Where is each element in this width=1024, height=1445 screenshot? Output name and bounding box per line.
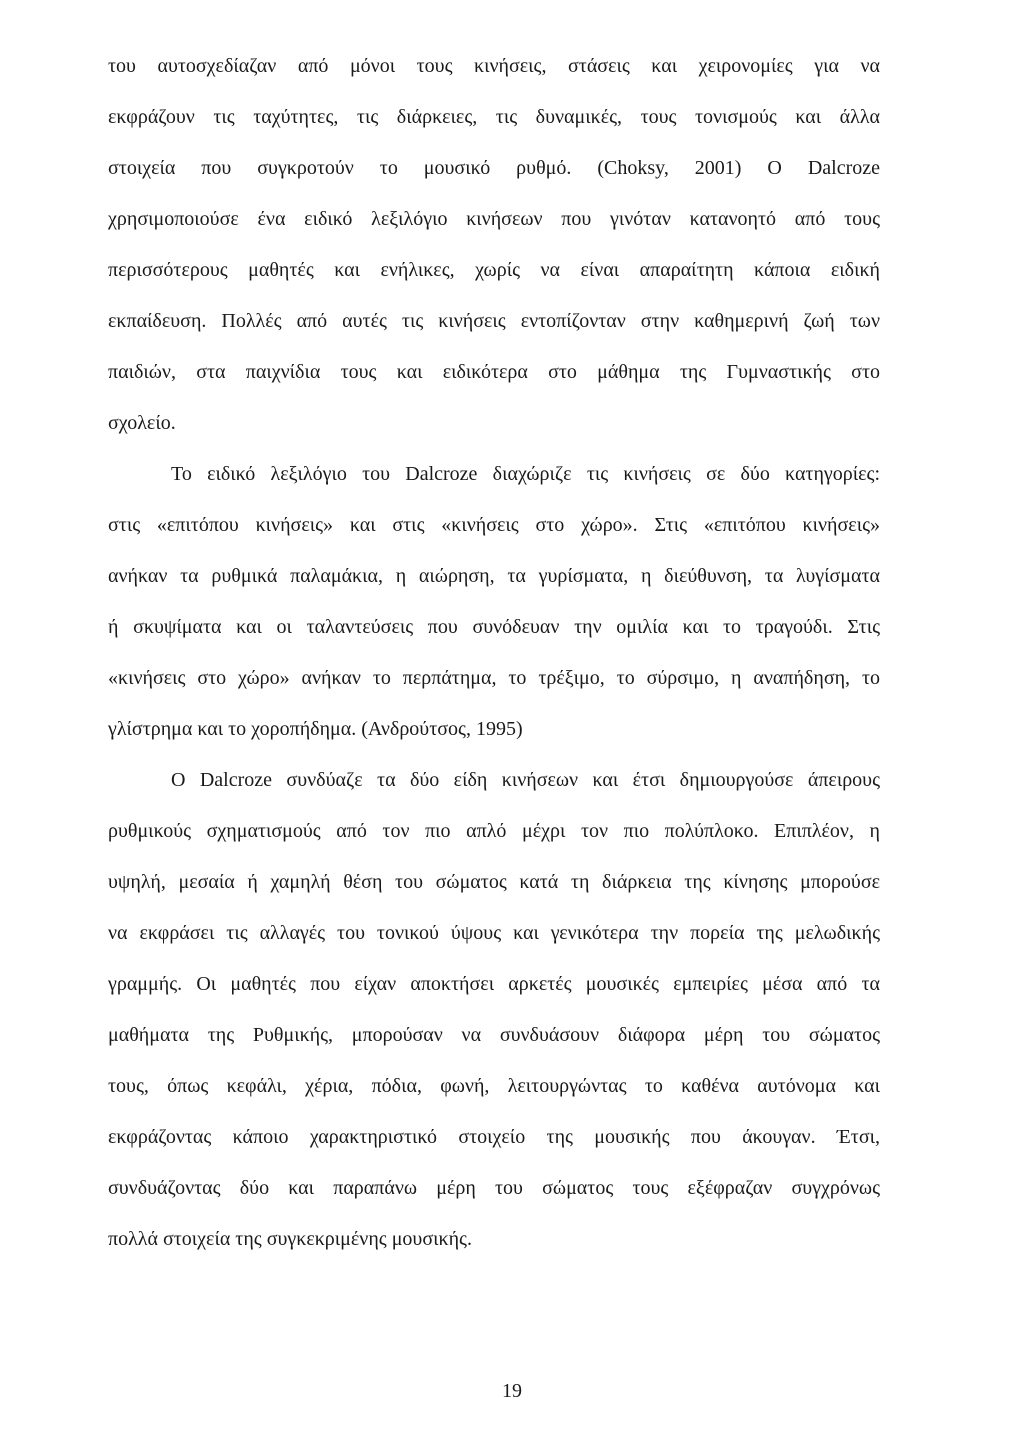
text-line: να εκφράσει τις αλλαγές του τονικού ύψους και γενικότερα την πορεία της μελωδικής (108, 922, 880, 944)
text-line: γλίστρημα και το χοροπήδημα. (Ανδρούτσος, 1995) (108, 718, 523, 740)
text-line: περισσότερους μαθητές και ενήλικες, χωρίς να είναι απαραίτητη κάποια ειδική (108, 259, 880, 281)
text-line: ρυθμικούς σχηματισμούς από τον πιο απλό μέχρι τον πιο πολύπλοκο. Επιπλέον, η (108, 820, 880, 842)
text-line: γραμμής. Οι μαθητές που είχαν αποκτήσει αρκετές μουσικές εμπειρίες μέσα από τα (108, 973, 880, 995)
text-line: Το ειδικό λεξιλόγιο του Dalcroze διαχώριζε τις κινήσεις σε δύο κατηγορίες: (171, 463, 880, 485)
text-line: του αυτοσχεδίαζαν από μόνοι τους κινήσεις, στάσεις και χειρονομίες για να (108, 55, 880, 77)
text-line: εκφράζοντας κάποιο χαρακτηριστικό στοιχείο της μουσικής που άκουγαν. Έτσι, (108, 1126, 880, 1148)
text-line: στις «επιτόπου κινήσεις» και στις «κινήσεις στο χώρο». Στις «επιτόπου κινήσεις» (108, 514, 880, 536)
text-line: υψηλή, μεσαία ή χαμηλή θέση του σώματος κατά τη διάρκεια της κίνησης μπορούσε (108, 871, 880, 893)
text-line: μαθήματα της Ρυθμικής, μπορούσαν να συνδυάσουν διάφορα μέρη του σώματος (108, 1024, 880, 1046)
text-line: στοιχεία που συγκροτούν το μουσικό ρυθμό. (Choksy, 2001) Ο Dalcroze (108, 157, 880, 179)
text-line: χρησιμοποιούσε ένα ειδικό λεξιλόγιο κινήσεων που γινόταν κατανοητό από τους (108, 208, 880, 230)
text-line: ή σκυψίματα και οι ταλαντεύσεις που συνόδευαν την ομιλία και το τραγούδι. Στις (108, 616, 880, 638)
text-line: «κινήσεις στο χώρο» ανήκαν το περπάτημα, το τρέξιμο, το σύρσιμο, η αναπήδηση, το (108, 667, 880, 689)
text-line: σχολείο. (108, 412, 176, 434)
text-line: συνδυάζοντας δύο και παραπάνω μέρη του σώματος τους εξέφραζαν συγχρόνως (108, 1177, 880, 1199)
page-number: 19 (502, 1380, 522, 1402)
text-line: παιδιών, στα παιχνίδια τους και ειδικότερα στο μάθημα της Γυμναστικής στο (108, 361, 880, 383)
text-line: εκπαίδευση. Πολλές από αυτές τις κινήσεις εντοπίζονταν στην καθημερινή ζωή των (108, 310, 880, 332)
text-line: πολλά στοιχεία της συγκεκριμένης μουσικής. (108, 1228, 472, 1250)
text-line: εκφράζουν τις ταχύτητες, τις διάρκειες, τις δυναμικές, τους τονισμούς και άλλα (108, 106, 880, 128)
text-line: τους, όπως κεφάλι, χέρια, πόδια, φωνή, λειτουργώντας το καθένα αυτόνομα και (108, 1075, 880, 1097)
text-line: ανήκαν τα ρυθμικά παλαμάκια, η αιώρηση, τα γυρίσματα, η διεύθυνση, τα λυγίσματα (108, 565, 880, 587)
text-line: Ο Dalcroze συνδύαζε τα δύο είδη κινήσεων και έτσι δημιουργούσε άπειρους (171, 769, 880, 791)
